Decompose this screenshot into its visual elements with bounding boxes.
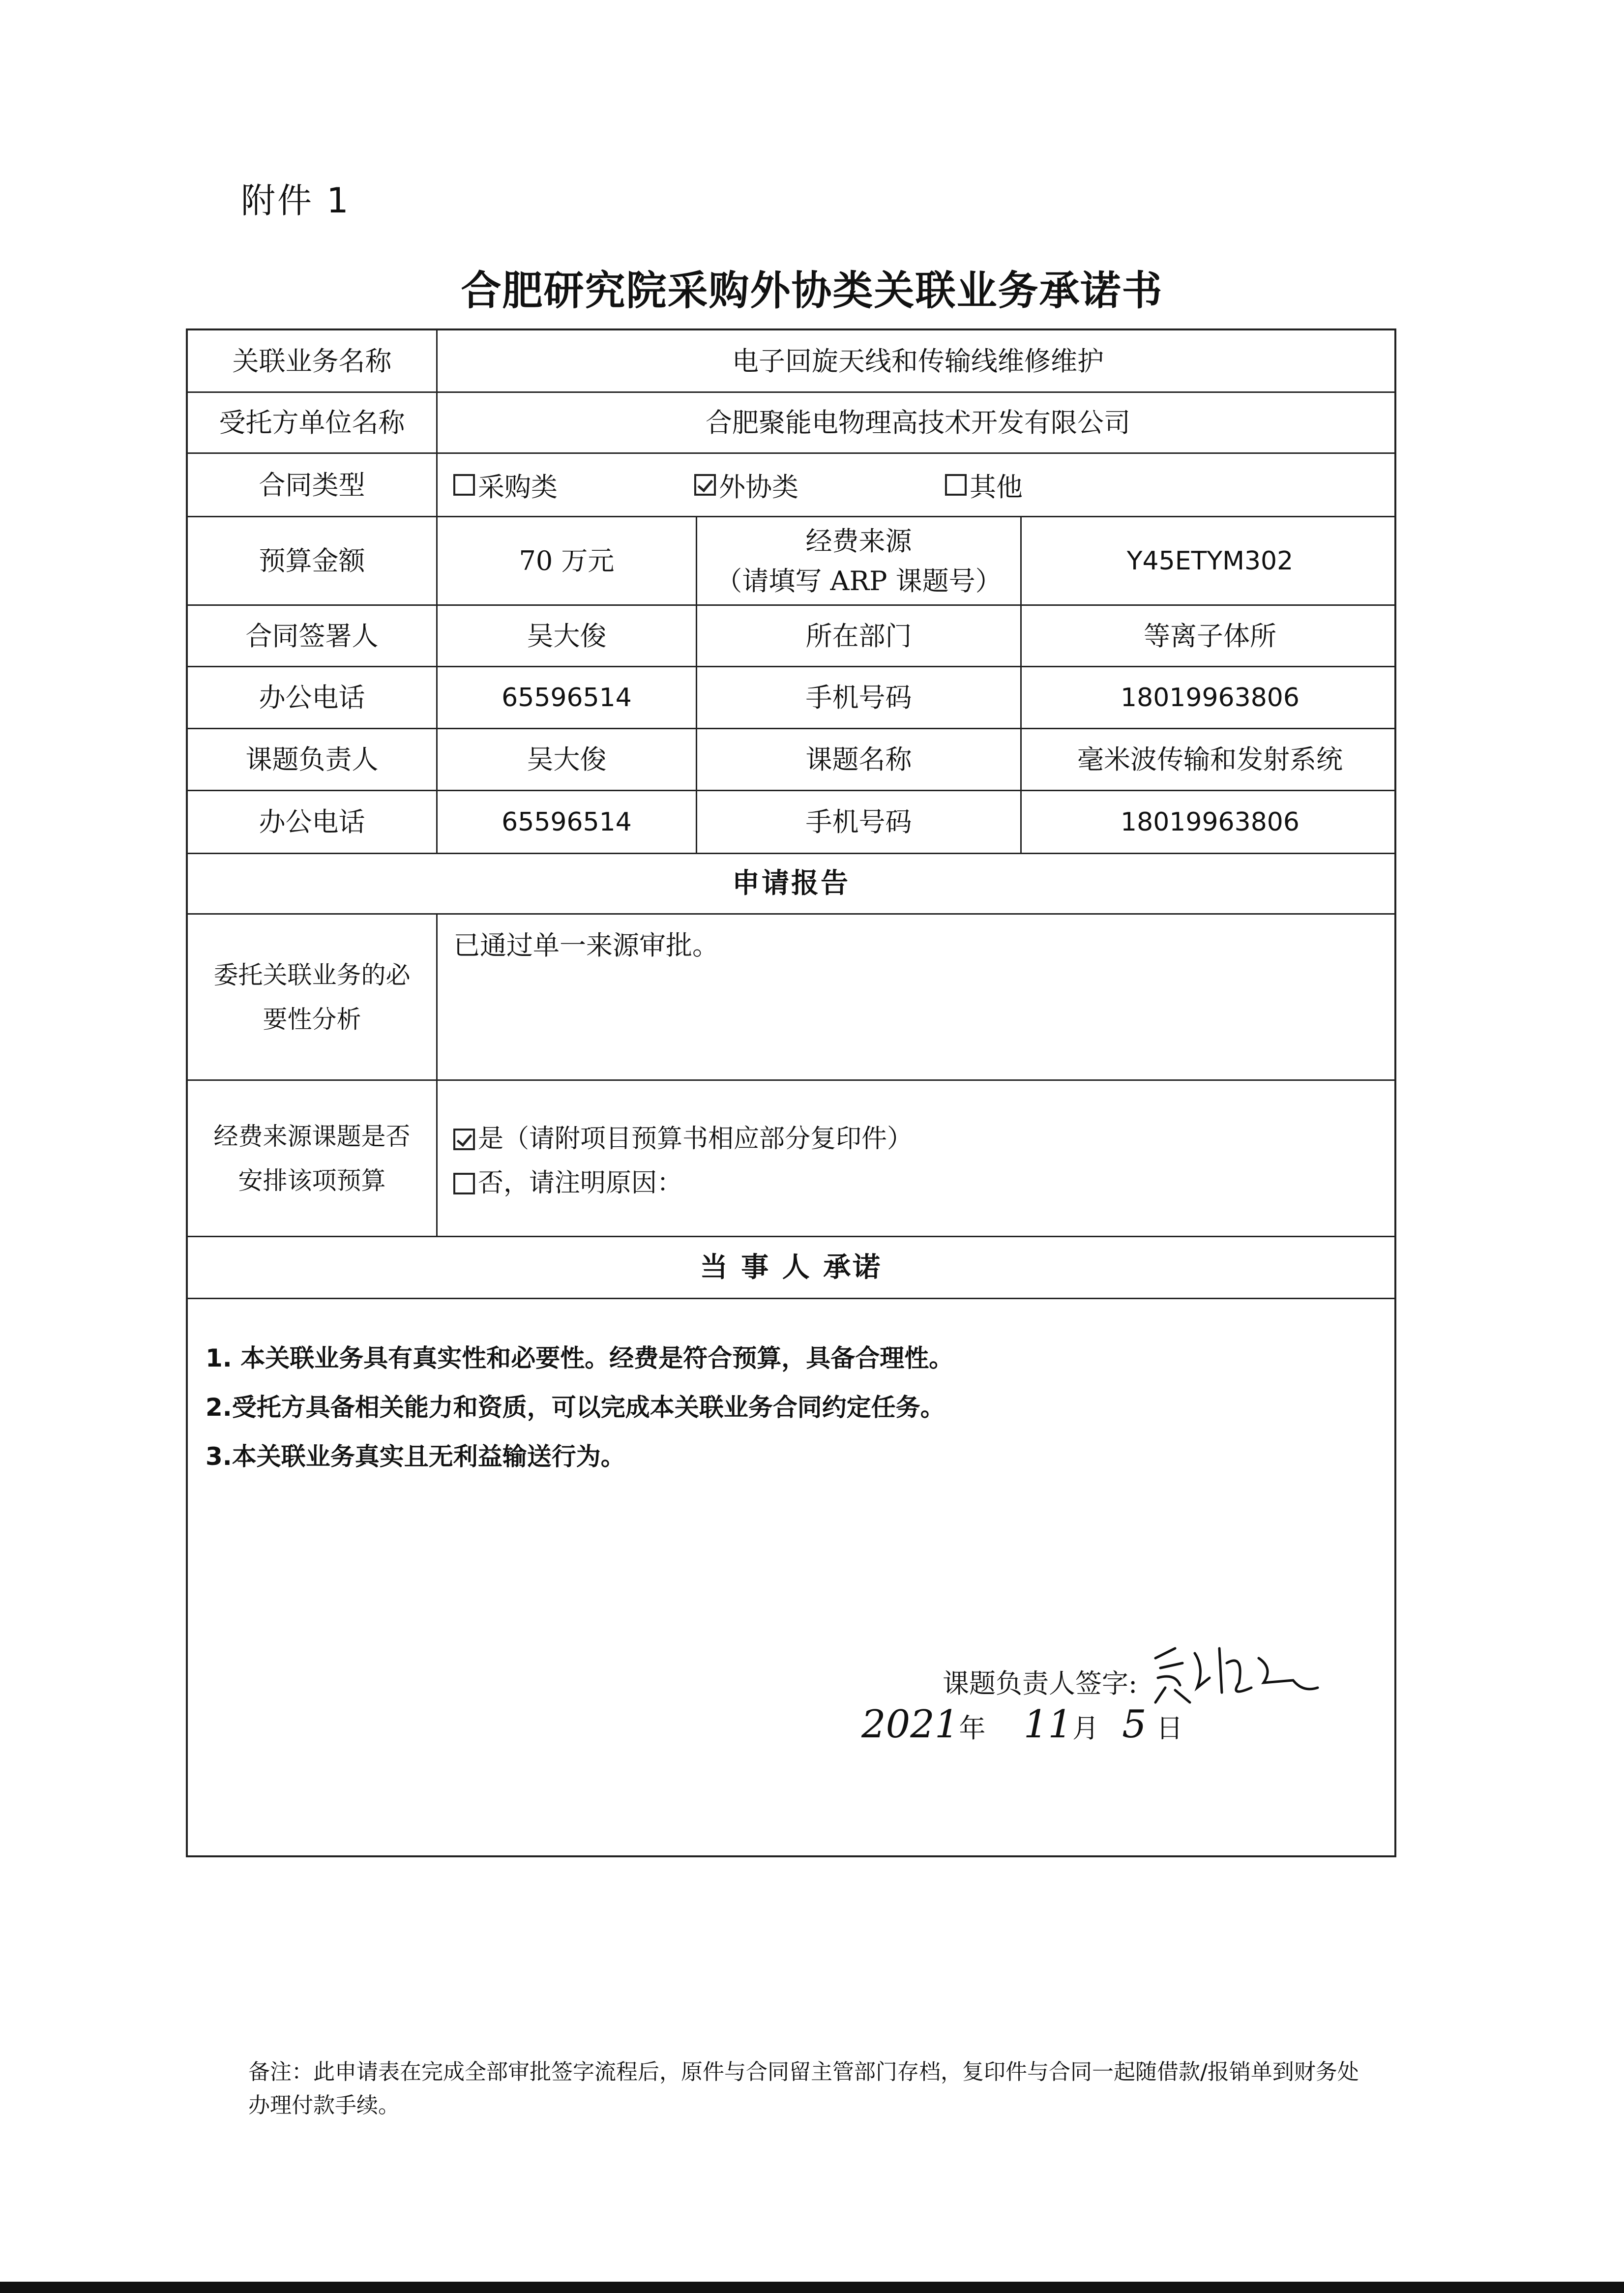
other-option-label: 其他 bbox=[970, 471, 1023, 503]
promise-heading: 当 事 人 承诺 bbox=[700, 1251, 883, 1283]
signer-value: 吴大俊 bbox=[438, 606, 697, 666]
promise-item-1: 1. 本关联业务具有真实性和必要性。经费是符合预算，具备合理性。 bbox=[206, 1344, 954, 1372]
topic-value: 毫米波传输和发射系统 bbox=[1077, 744, 1343, 775]
date-year: 2021 bbox=[861, 1702, 959, 1747]
phone-row-2 bbox=[188, 791, 1394, 854]
budget-label: 预算金额 bbox=[188, 517, 438, 604]
no-option-text: 否，请注明原因： bbox=[478, 1168, 683, 1198]
business-name-value: 电子回旋天线和传输线维修维护 bbox=[732, 345, 1104, 377]
leader-value: 吴大俊 bbox=[438, 729, 697, 790]
purchase-checkbox[interactable] bbox=[453, 474, 475, 496]
necessity-label-line2: 要性分析 bbox=[263, 1005, 361, 1034]
office-phone-label-1: 办公电话 bbox=[188, 667, 438, 728]
contract-type-option-other[interactable] bbox=[945, 454, 1023, 516]
office-phone-value-1: 65596514 bbox=[438, 667, 697, 728]
promise-item-2: 2.受托方具备相关能力和资质，可以完成本关联业务合同约定任务。 bbox=[206, 1393, 945, 1422]
date-year-unit: 年 bbox=[959, 1713, 986, 1744]
no-option[interactable] bbox=[453, 1162, 682, 1199]
signer-label: 合同签署人 bbox=[188, 606, 438, 666]
promise-heading-row bbox=[188, 1237, 1394, 1299]
report-heading-row bbox=[188, 854, 1394, 915]
entrusted-unit-label: 受托方单位名称 bbox=[188, 393, 438, 452]
budget-arrangement-label-cell bbox=[188, 1081, 438, 1236]
contract-type-label: 合同类型 bbox=[188, 454, 438, 516]
no-checkbox[interactable] bbox=[453, 1173, 475, 1194]
business-name-row bbox=[188, 330, 1394, 393]
scan-bottom-edge bbox=[0, 2282, 1624, 2293]
leader-row bbox=[188, 729, 1394, 791]
budget-arrangement-label-line1: 经费来源课题是否 bbox=[213, 1122, 411, 1151]
yes-checkbox[interactable] bbox=[453, 1129, 475, 1150]
footnote: 备注：此申请表在完成全部审批签字流程后，原件与合同留主管部门存档，复印件与合同一起随借款/报销单到财务处办理付款手续。 bbox=[248, 2059, 1359, 2118]
business-name-label: 关联业务名称 bbox=[188, 330, 438, 391]
outsourcing-checkbox[interactable] bbox=[694, 474, 716, 496]
dept-label: 所在部门 bbox=[697, 606, 1022, 666]
budget-row bbox=[188, 517, 1394, 606]
date-month-unit: 月 bbox=[1072, 1713, 1099, 1744]
sign-date bbox=[861, 1702, 1183, 1747]
purchase-option-label: 采购类 bbox=[478, 471, 558, 503]
attachment-label: 附件 1 bbox=[241, 180, 351, 221]
mobile-label-1: 手机号码 bbox=[697, 667, 1022, 728]
signature-label-text: 课题负责人签字: bbox=[943, 1668, 1138, 1699]
office-phone-label-2: 办公电话 bbox=[188, 791, 438, 853]
report-heading: 申请报告 bbox=[732, 867, 850, 899]
date-day: 5 bbox=[1122, 1702, 1147, 1747]
signature-label bbox=[943, 1638, 1323, 1712]
promise-item-3: 3.本关联业务真实且无利益输送行为。 bbox=[206, 1442, 625, 1471]
mobile-value-2: 18019963806 bbox=[1121, 807, 1299, 837]
fund-source-hint: （请填写 ARP 课题号） bbox=[715, 565, 1002, 596]
topic-label: 课题名称 bbox=[697, 729, 1022, 790]
entrusted-unit-row bbox=[188, 393, 1394, 454]
budget-arrangement-row bbox=[188, 1081, 1394, 1237]
dept-value: 等离子体所 bbox=[1144, 620, 1276, 652]
entrusted-unit-value: 合肥聚能电物理高技术开发有限公司 bbox=[706, 407, 1130, 438]
fund-source-value: Y45ETYM302 bbox=[1126, 546, 1294, 576]
yes-option-text: 是（请附项目预算书相应部分复印件） bbox=[478, 1124, 913, 1154]
necessity-text: 已通过单一来源审批。 bbox=[453, 930, 719, 961]
office-phone-value-2: 65596514 bbox=[438, 791, 697, 853]
contract-type-option-outsourcing[interactable] bbox=[694, 454, 798, 516]
fund-source-label: 经费来源 bbox=[805, 525, 912, 557]
necessity-label-line1: 委托关联业务的必 bbox=[213, 960, 411, 989]
budget-value: 70 万元 bbox=[438, 517, 697, 604]
budget-arrangement-label-line2: 安排该项预算 bbox=[238, 1166, 386, 1195]
handwritten-signature bbox=[1146, 1638, 1323, 1712]
fund-source-label-cell bbox=[697, 517, 1022, 604]
contract-type-row bbox=[188, 454, 1394, 517]
necessity-label-cell bbox=[188, 915, 438, 1079]
signer-row bbox=[188, 606, 1394, 667]
yes-option[interactable] bbox=[453, 1118, 913, 1155]
mobile-value-1: 18019963806 bbox=[1121, 683, 1299, 713]
contract-type-option-purchase[interactable] bbox=[453, 454, 558, 516]
mobile-label-2: 手机号码 bbox=[697, 791, 1022, 853]
document-title: 合肥研究院采购外协类关联业务承诺书 bbox=[461, 268, 1163, 314]
leader-label: 课题负责人 bbox=[188, 729, 438, 790]
date-month: 11 bbox=[1023, 1702, 1072, 1747]
necessity-row bbox=[188, 915, 1394, 1081]
date-day-unit: 日 bbox=[1156, 1713, 1183, 1744]
commitment-form bbox=[186, 328, 1396, 1857]
phone-row-1 bbox=[188, 667, 1394, 729]
other-checkbox[interactable] bbox=[945, 474, 967, 496]
outsourcing-option-label: 外协类 bbox=[719, 471, 798, 503]
